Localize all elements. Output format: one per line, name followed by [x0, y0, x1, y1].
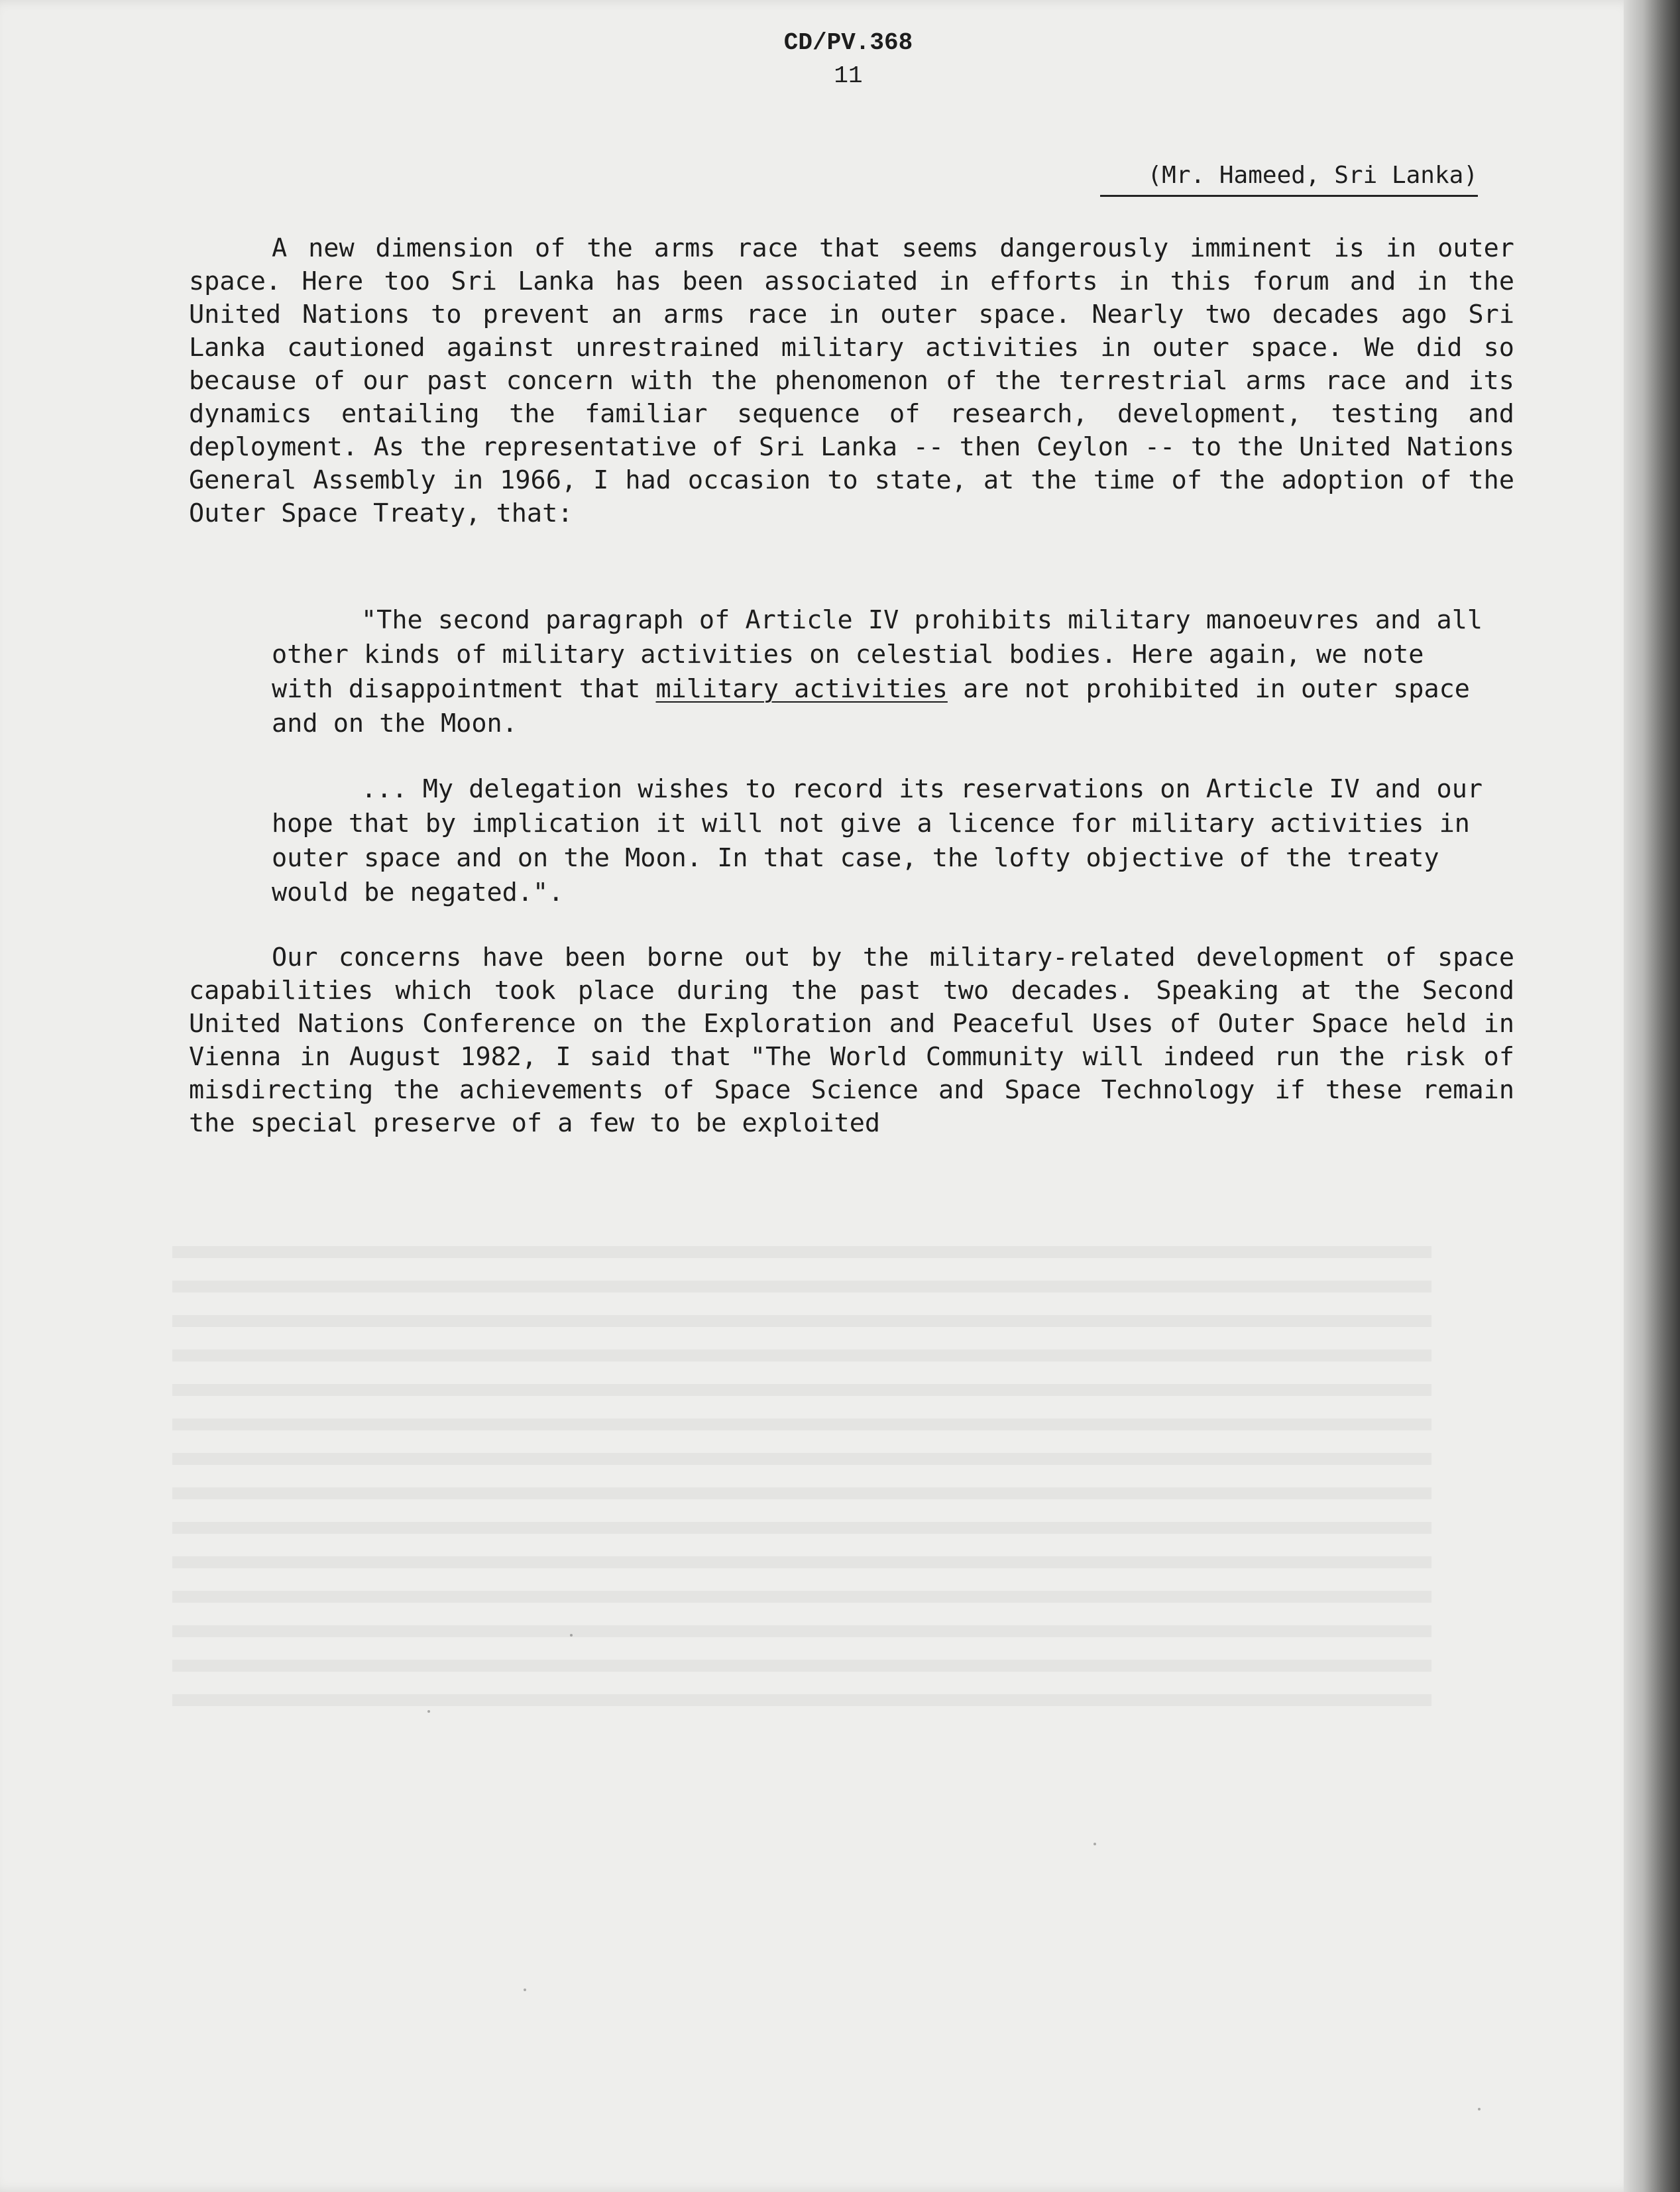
quote-delegation-reservations: ... My delegation wishes to record its reservations on Article IV and our hope that by implication it will not give a licence for military activities in outer space and on the Moon. In that case, the lofty objective of the treaty would be negated.".	[272, 774, 1483, 907]
paper-speck	[570, 1634, 573, 1637]
page-header	[663, 27, 1034, 93]
paper-speck	[427, 1710, 430, 1713]
document-symbol: CD/PV.368	[783, 29, 913, 56]
paper-speck	[524, 1989, 526, 1991]
scan-edge-shadow	[1624, 0, 1680, 2192]
quote-underlined-phrase: military activities	[655, 674, 948, 704]
quote-text-before: "The second paragraph of Article IV prohibits military manoeuvres and all other kinds of military activities on celestial bodies. Here again, we note with disappointment that	[272, 605, 1483, 704]
quote-text-after: are not prohibited in outer space and on the Moon.	[272, 674, 1470, 738]
quote-article-iv-paragraph	[272, 603, 1491, 741]
paragraph-concerns-borne-out: Our concerns have been borne out by the military-related development of space capabilities which took place during the past two decades. Speaking at the Second United Nations Conference on the Exploration and Peaceful Uses of Outer Space held in Vienna in August 1982, I said that "The World Community will indeed run the risk of misdirecting the achievements of Space Science and Space Technology if these remain the special preserve of a few to be exploited	[189, 943, 1514, 1138]
paper-speck	[1093, 1843, 1096, 1845]
paragraph-outer-space-arms-race: A new dimension of the arms race that seems dangerously imminent is in outer space. Here too Sri Lanka has been associated in efforts in this forum and in the United Nations to prevent an arms race in outer space. Nearly two decades ago Sri Lanka cautioned against unrestrained military activities in outer space. We did so because of our past concern with the phenomenon of the terrestrial arms race and its dynamics entailing the familiar sequence of research, development, testing and deployment. As the representative of Sri Lanka -- then Ceylon -- to the United Nations General Assembly in 1966, I had occasion to state, at the time of the adoption of the Outer Space Treaty, that:	[189, 233, 1514, 528]
page-number: 11	[834, 62, 863, 89]
paper-speck	[1478, 2108, 1481, 2110]
speaker-label: (Mr. Hameed, Sri Lanka)	[1100, 159, 1478, 197]
show-through-texture	[172, 1246, 1431, 1710]
